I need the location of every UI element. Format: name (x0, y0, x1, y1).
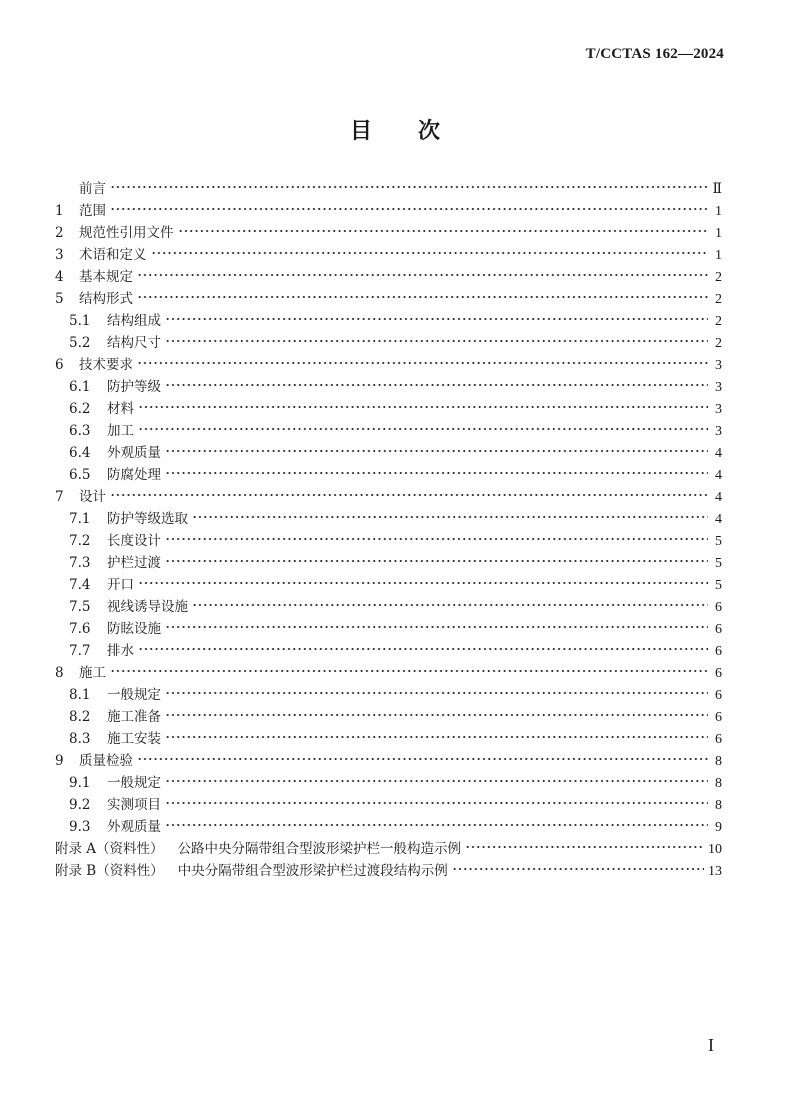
toc-entry-page: 2 (715, 336, 722, 351)
toc-entry-page: 8 (715, 754, 722, 769)
toc-dot-leader (165, 383, 708, 387)
document-code: T/CCTAS 162—2024 (585, 46, 724, 62)
toc-entry-number: 3 (55, 247, 64, 263)
toc-dot-leader (165, 559, 708, 563)
toc-entry[interactable] (55, 464, 722, 486)
toc-dot-leader (138, 647, 708, 651)
toc-entry-label: 一般规定 (107, 775, 161, 791)
toc-dot-leader (137, 273, 708, 277)
toc-entry-label: 排水 (107, 643, 134, 659)
toc-entry-page: 6 (715, 644, 722, 659)
toc-dot-leader (165, 691, 708, 695)
toc-entry-label: 术语和定义 (79, 247, 147, 263)
toc-entry[interactable] (55, 772, 722, 794)
toc-entry-page: 3 (715, 402, 722, 417)
toc-entry-number: 附录 B（资料性） (55, 863, 164, 879)
toc-entry-number: 9.2 (69, 797, 91, 813)
toc-title (0, 114, 790, 145)
toc-entry-number: 附录 A（资料性） (55, 841, 164, 857)
toc-entry-label: 防腐处理 (107, 467, 161, 483)
toc-entry[interactable] (55, 354, 722, 376)
toc-entry[interactable] (55, 750, 722, 772)
toc-dot-leader (165, 823, 708, 827)
toc-entry[interactable] (55, 200, 722, 222)
toc-dot-leader (165, 625, 708, 629)
toc-entry-label: 基本规定 (79, 269, 133, 285)
toc-entry-label: 技术要求 (79, 357, 133, 373)
toc-entry-number: 6 (55, 357, 64, 373)
toc-entry-page: 6 (715, 688, 722, 703)
toc-entry-label: 长度设计 (107, 533, 161, 549)
toc-entry-label: 设计 (79, 489, 106, 505)
toc-entry[interactable] (55, 266, 722, 288)
toc-entry-appendix[interactable] (55, 860, 722, 882)
toc-title-char-1: 目 (349, 119, 372, 144)
toc-entry-number: 6.5 (69, 467, 91, 483)
toc-entry-number: 7.6 (69, 621, 91, 637)
toc-entry-label: 施工准备 (107, 709, 161, 725)
toc-entry-number: 9.1 (69, 775, 91, 791)
toc-entry-page: 3 (715, 424, 722, 439)
toc-entry-page: 6 (715, 622, 722, 637)
toc-entry-page: 5 (715, 534, 722, 549)
toc-entry-label: 开口 (107, 577, 134, 593)
toc-entry-label: 结构形式 (79, 291, 133, 307)
toc-dot-leader (452, 867, 704, 871)
toc-entry-number: 7 (55, 489, 64, 505)
table-of-contents (55, 178, 722, 882)
toc-entry-page: 13 (708, 864, 722, 879)
toc-entry[interactable] (55, 508, 722, 530)
toc-entry-appendix[interactable] (55, 838, 722, 860)
toc-entry-label: 外观质量 (107, 445, 161, 461)
toc-entry-number: 6.2 (69, 401, 91, 417)
toc-entry-number: 7.2 (69, 533, 91, 549)
toc-entry-number: 9 (55, 753, 64, 769)
toc-entry-page: 6 (715, 666, 722, 681)
toc-entry[interactable] (55, 552, 722, 574)
toc-entry[interactable] (55, 618, 722, 640)
toc-entry-page: 10 (708, 842, 722, 857)
toc-entry-page: 1 (715, 248, 722, 263)
toc-entry[interactable] (55, 684, 722, 706)
toc-entry-number: 7.7 (69, 643, 91, 659)
toc-entry-page: Ⅱ (712, 182, 722, 197)
toc-entry-page: 2 (715, 292, 722, 307)
toc-entry-number: 1 (55, 203, 64, 219)
toc-entry-page: 6 (715, 732, 722, 747)
toc-entry-page: 8 (715, 776, 722, 791)
toc-dot-leader (110, 669, 708, 673)
toc-dot-leader (151, 251, 709, 255)
toc-entry-label: 前言 (79, 181, 106, 197)
toc-entry-number: 5 (55, 291, 64, 307)
toc-entry[interactable] (55, 816, 722, 838)
toc-dot-leader (165, 713, 708, 717)
toc-entry-number: 7.4 (69, 577, 91, 593)
page-number: I (708, 1035, 714, 1055)
toc-entry-number: 7.1 (69, 511, 91, 527)
toc-dot-leader (165, 537, 708, 541)
toc-entry-label: 施工安装 (107, 731, 161, 747)
toc-entry-label: 防护等级选取 (107, 511, 188, 527)
toc-entry-page: 3 (715, 358, 722, 373)
toc-entry-label: 结构组成 (107, 313, 161, 329)
toc-entry-page: 2 (715, 270, 722, 285)
toc-entry-label: 公路中央分隔带组合型波形梁护栏一般构造示例 (177, 841, 462, 857)
toc-entry-page: 4 (715, 512, 722, 527)
toc-entry-page: 5 (715, 556, 722, 571)
toc-entry-label: 加工 (107, 423, 134, 439)
toc-entry-number: 2 (55, 225, 64, 241)
toc-entry-number: 8.2 (69, 709, 91, 725)
toc-entry[interactable] (55, 244, 722, 266)
toc-entry[interactable] (55, 420, 722, 442)
toc-entry-number: 6.4 (69, 445, 91, 461)
toc-entry[interactable] (55, 728, 722, 750)
toc-dot-leader (110, 185, 708, 189)
toc-entry-page: 8 (715, 798, 722, 813)
toc-entry-label: 外观质量 (107, 819, 161, 835)
toc-entry[interactable] (55, 706, 722, 728)
toc-entry-label: 实测项目 (107, 797, 161, 813)
toc-entry-page: 1 (715, 226, 722, 241)
toc-dot-leader (138, 581, 708, 585)
toc-dot-leader (138, 427, 708, 431)
toc-entry-label: 护栏过渡 (107, 555, 161, 571)
toc-entry-number: 5.2 (69, 335, 91, 351)
toc-entry-label: 质量检验 (79, 753, 133, 769)
toc-entry[interactable] (55, 310, 722, 332)
toc-entry-page: 3 (715, 380, 722, 395)
toc-entry-number: 8.1 (69, 687, 91, 703)
toc-dot-leader (137, 361, 708, 365)
toc-entry-number: 7.5 (69, 599, 91, 615)
toc-entry-page: 6 (715, 710, 722, 725)
toc-dot-leader (165, 801, 708, 805)
toc-entry-label: 防眩设施 (107, 621, 161, 637)
toc-entry-number: 4 (55, 269, 64, 285)
toc-entry-label: 材料 (107, 401, 134, 417)
toc-entry[interactable] (55, 288, 722, 310)
toc-entry[interactable] (55, 574, 722, 596)
toc-dot-leader (192, 515, 708, 519)
toc-entry-label: 结构尺寸 (107, 335, 161, 351)
toc-dot-leader (138, 405, 708, 409)
toc-dot-leader (192, 603, 708, 607)
toc-entry-page: 9 (715, 820, 722, 835)
toc-dot-leader (165, 735, 708, 739)
toc-entry[interactable] (55, 178, 722, 200)
toc-entry-page: 4 (715, 490, 722, 505)
toc-entry[interactable] (55, 596, 722, 618)
toc-dot-leader (165, 449, 708, 453)
toc-entry[interactable] (55, 486, 722, 508)
toc-entry[interactable] (55, 662, 722, 684)
toc-dot-leader (110, 493, 708, 497)
toc-entry-number: 7.3 (69, 555, 91, 571)
toc-entry-number: 5.1 (69, 313, 91, 329)
toc-entry[interactable] (55, 376, 722, 398)
toc-entry[interactable] (55, 640, 722, 662)
toc-dot-leader (165, 339, 708, 343)
toc-entry-page: 4 (715, 468, 722, 483)
toc-dot-leader (137, 757, 708, 761)
toc-entry-page: 2 (715, 314, 722, 329)
toc-dot-leader (465, 845, 704, 849)
toc-entry-number: 8 (55, 665, 64, 681)
toc-entry-label: 中央分隔带组合型波形梁护栏过渡段结构示例 (177, 863, 448, 879)
toc-dot-leader (165, 317, 708, 321)
toc-entry-page: 5 (715, 578, 722, 593)
toc-entry[interactable] (55, 332, 722, 354)
toc-entry[interactable] (55, 794, 722, 816)
toc-entry-number: 6.1 (69, 379, 91, 395)
toc-entry-number: 8.3 (69, 731, 91, 747)
toc-dot-leader (165, 779, 708, 783)
toc-title-char-2: 次 (418, 119, 441, 144)
toc-entry-page: 6 (715, 600, 722, 615)
toc-entry-label: 视线诱导设施 (107, 599, 188, 615)
toc-entry-page: 4 (715, 446, 722, 461)
toc-dot-leader (178, 229, 709, 233)
toc-entry[interactable] (55, 398, 722, 420)
toc-entry-label: 施工 (79, 665, 106, 681)
toc-dot-leader (165, 471, 708, 475)
toc-entry-label: 规范性引用文件 (79, 225, 174, 241)
toc-entry-label: 防护等级 (107, 379, 161, 395)
toc-entry-number: 6.3 (69, 423, 91, 439)
toc-entry[interactable] (55, 530, 722, 552)
toc-entry-number: 9.3 (69, 819, 91, 835)
toc-entry[interactable] (55, 442, 722, 464)
toc-dot-leader (110, 207, 708, 211)
toc-entry-label: 一般规定 (107, 687, 161, 703)
toc-entry[interactable] (55, 222, 722, 244)
toc-dot-leader (137, 295, 708, 299)
toc-entry-page: 1 (715, 204, 722, 219)
toc-entry-label: 范围 (79, 203, 106, 219)
